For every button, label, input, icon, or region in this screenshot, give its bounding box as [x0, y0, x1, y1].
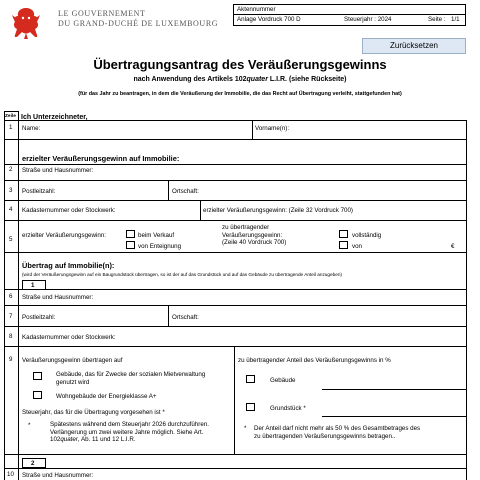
left-note-line3-pre: 102	[50, 436, 61, 443]
expropriation-label: von Enteignung	[138, 243, 182, 250]
line-number-10: 10	[7, 471, 14, 478]
sale-checkbox[interactable]	[126, 230, 135, 238]
right-note-star: *	[244, 425, 247, 432]
building-percent-field[interactable]	[310, 370, 464, 388]
subtitle-post: L.I.R. (siehe Rückseite)	[267, 76, 347, 83]
building-checkbox[interactable]	[246, 375, 255, 383]
tax-year-transfer-label: Steuerjahr, das für die Übertragung vorgesehen ist *	[22, 409, 165, 416]
file-number-field[interactable]	[324, 5, 465, 14]
land-label: Grundstück *	[270, 405, 306, 412]
zeile-header: Zeile	[5, 114, 16, 119]
postal-code-label-2: Postleitzahl:	[22, 314, 56, 321]
street-field[interactable]	[100, 165, 465, 179]
postal-code-field-2[interactable]	[70, 306, 166, 325]
form-note: (für das Jahr zu beantragen, in dem die Veräußerung der Immobilie, die das Recht auf Übertragung verleiht, stattgefunden hat)	[78, 91, 402, 97]
land-checkbox[interactable]	[246, 403, 255, 411]
transfer-gain-label	[222, 224, 286, 247]
city-field[interactable]	[205, 181, 465, 199]
left-note-line3-italic: quater	[60, 436, 78, 443]
transfer-target-title: Veräußerungsgewinn übertragen auf	[22, 357, 123, 364]
annex-label: Anlage Vordruck 700 D	[237, 16, 301, 23]
line-number-4: 4	[9, 206, 13, 213]
section-transfer-note: (wird der Veräußerungsgewinn auf ein Baugrundstück übertragen, so ist der auf das Grundstück und auf das Gebäude zu übertragende Anteil anzugeben)	[22, 272, 342, 277]
page-label: Seite :	[428, 16, 446, 23]
line-number-1: 1	[9, 124, 13, 131]
cadastre-label-2: Kadasternummer oder Stockwerk:	[22, 334, 116, 341]
subtitle-pre: nach Anwendung des Artikels 102	[133, 76, 247, 83]
left-note-line1: Spätestens während dem Steuerjahr 2026 durchzuführen.	[50, 421, 209, 428]
government-line-1: LE GOUVERNEMENT	[58, 9, 146, 18]
firstname-label: Vorname(n):	[255, 125, 290, 132]
left-note-line3	[50, 436, 209, 444]
left-note	[50, 421, 209, 444]
property-block-2-label: 2	[31, 460, 35, 467]
property-block-1-label: 1	[31, 282, 35, 289]
tax-year-label: Steuerjahr : 2024	[344, 16, 392, 23]
line-number-6: 6	[9, 293, 13, 300]
tax-year-transfer-field[interactable]	[188, 406, 232, 416]
realized-gain-label: erzielter Veräußerungsgewinn:	[22, 232, 106, 239]
line-number-2: 2	[9, 166, 13, 173]
street-label-2: Straße und Hausnummer:	[22, 294, 94, 301]
cadastre-field-2[interactable]	[130, 327, 465, 345]
building-label: Gebäude	[270, 377, 296, 384]
luxembourg-lion-logo	[6, 5, 46, 41]
street-field-2[interactable]	[100, 290, 465, 304]
sale-label: beim Verkauf	[138, 232, 175, 239]
right-note-line1: Der Anteil darf nicht mehr als 50 % des Gesamtbetrages des	[254, 425, 421, 432]
postal-code-label: Postleitzahl:	[22, 188, 56, 195]
government-line-2: DU GRAND-DUCHÉ DE LUXEMBOURG	[58, 19, 219, 28]
city-label-2: Ortschaft:	[172, 314, 199, 321]
social-housing-line2: genutzt wird	[56, 378, 90, 386]
form-title: Übertragungsantrag des Veräußerungsgewinns	[93, 57, 387, 72]
cadastre-label: Kadasternummer oder Stockwerk:	[22, 207, 116, 214]
section-realized-gain-title: erzielter Veräußerungsgewinn auf Immobilie:	[22, 154, 180, 163]
form-subtitle	[0, 76, 480, 84]
realized-gain-row4-label: erzielter Veräußerungsgewinn: (Zeile 32 Vordruck 700)	[203, 207, 353, 214]
right-note-line2: zu übertragenden Veräußerungsgewinns betragen..	[254, 432, 396, 440]
subtitle-italic: quater	[246, 76, 268, 83]
line-number-9: 9	[9, 356, 13, 363]
name-label: Name:	[22, 125, 41, 132]
reset-button-label: Zurücksetzen	[389, 41, 439, 50]
intro-text: Ich Unterzeichneter,	[21, 114, 88, 121]
name-field[interactable]	[50, 121, 250, 139]
postal-code-field[interactable]	[70, 181, 166, 199]
full-label: vollständig	[352, 232, 382, 239]
partial-amount-field[interactable]	[370, 240, 448, 250]
energy-class-checkbox[interactable]	[33, 391, 42, 399]
file-number-label: Aktennummer	[237, 6, 276, 13]
section-transfer-title: Übertrag auf Immobilie(n):	[22, 261, 115, 270]
transfer-gain-line2: Veräußerungsgewinn:	[222, 231, 283, 239]
right-note	[254, 425, 420, 440]
line-number-5: 5	[9, 236, 13, 243]
line-number-8: 8	[9, 333, 13, 340]
city-field-2[interactable]	[205, 306, 465, 325]
left-note-line3-post: , Ab. 11 und 12 L.I.R.	[77, 436, 136, 443]
transfer-gain-line3: (Zeile 40 Vordruck 700)	[222, 239, 287, 246]
social-housing-checkbox[interactable]	[33, 372, 42, 380]
street-label-3: Straße und Hausnummer:	[22, 472, 94, 479]
firstname-field[interactable]	[300, 121, 465, 139]
page-value: 1/1	[451, 16, 460, 23]
line-number-7: 7	[9, 313, 13, 320]
line-number-3: 3	[9, 187, 13, 194]
social-housing-line1: Gebäude, das für Zwecke der sozialen Mietverwaltung	[56, 371, 206, 378]
partial-checkbox[interactable]	[339, 241, 348, 249]
euro-sign: €	[451, 243, 455, 250]
land-percent-field[interactable]	[320, 399, 464, 415]
energy-class-label: Wohngebäude der Energieklasse A+	[56, 393, 157, 400]
government-name	[58, 9, 218, 29]
transfer-gain-line1: zu übertragender	[222, 224, 270, 231]
full-checkbox[interactable]	[339, 230, 348, 238]
reset-button[interactable]	[362, 38, 466, 54]
left-note-line2: Verlängerung um zwei weitere Jahre möglich. Siehe Art.	[50, 428, 204, 436]
street-field-3[interactable]	[100, 469, 465, 480]
social-housing-label	[56, 371, 205, 386]
left-note-star: *	[28, 422, 31, 429]
expropriation-checkbox[interactable]	[126, 241, 135, 249]
street-label: Straße und Hausnummer:	[22, 167, 94, 174]
city-label: Ortschaft:	[172, 188, 199, 195]
partial-of-label: von	[352, 243, 362, 250]
transfer-share-title: zu übertragender Anteil des Veräußerungsgewinns in %	[238, 357, 391, 364]
file-info-box	[233, 4, 466, 26]
